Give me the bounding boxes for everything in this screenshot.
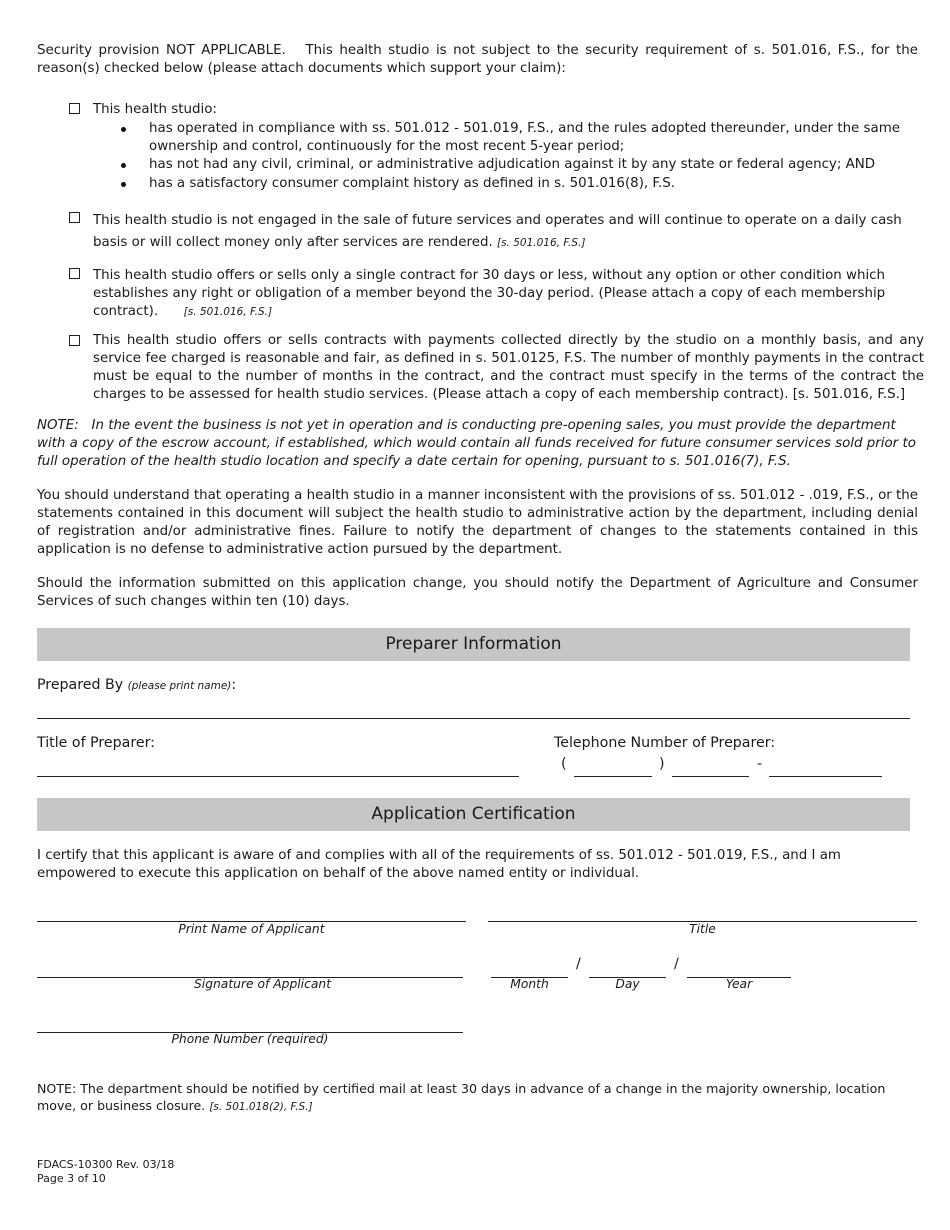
option2-body: This health studio is not engaged in the sale of future services and operates and will continue to operate on a daily cash basis or will collect money only after services are rendered.: [93, 213, 902, 250]
option3-body: This health studio offers or sells only a single contract for 30 days or less, without any option or other condition which establishes any right or obligation of a member beyond the 30-day period. (Please attach a copy of each membership contract).: [93, 268, 886, 319]
notify-change-paragraph: Should the information submitted on this application change, you should notify the Department of Agriculture and Consumer Services of such changes within ten (10) days.: [37, 576, 918, 609]
ownership-change-note: [37, 1080, 917, 1116]
option4-text: This health studio offers or sells contracts with payments collected directly by the studio on a monthly basis, and any service fee charged is reasonable and fair, as defined in s. 501.0125, F.S. The number of monthly payments in the contract must be equal to the number of months in the contract, and the contract must specify in the terms of the contract the charges to be assessed for health studio services. (Please attach a copy of each membership contract). [s. 501.016, F.S.]: [93, 333, 924, 402]
page-number: Page 3 of 10: [37, 1172, 106, 1185]
prepared-by-colon: :: [231, 677, 237, 693]
year-caption: Year: [725, 977, 753, 991]
telephone-label: Telephone Number of Preparer:: [554, 735, 776, 751]
note-label: NOTE:: [37, 418, 79, 433]
checkbox-compliance-history[interactable]: [69, 103, 80, 114]
option1-bullet-3: has a satisfactory consumer complaint history as defined in s. 501.016(8), F.S.: [149, 176, 675, 191]
security-intro: [37, 42, 918, 78]
option2-text: [93, 210, 919, 254]
form-id: FDACS-10300 Rev. 03/18: [37, 1158, 175, 1171]
day-caption: Day: [615, 977, 640, 991]
option3-text: [93, 267, 919, 321]
administrative-action-paragraph: You should understand that operating a health studio in a manner inconsistent with the provisions of ss. 501.012 - .019, F.S., or the statements contained in this document will subject the health studio to administrative action by the department, including denial of registration and/or administrative fines. Failure to notify the department of changes to the statements contained in this application is no defense to administrative action pursued by the department.: [37, 488, 918, 557]
area-code-close-paren: ): [659, 756, 665, 772]
security-lead: Security provision NOT APPLICABLE.: [37, 43, 286, 58]
phone-dash: -: [757, 756, 763, 772]
option1-label: This health studio:: [93, 102, 217, 117]
date-slash-1: /: [576, 956, 581, 972]
ownership-change-cite: [s. 501.018(2), F.S.]: [209, 1101, 313, 1113]
bullet-marker: [121, 182, 126, 187]
date-slash-2: /: [674, 956, 679, 972]
certification-section-header: Application Certification: [37, 798, 910, 831]
print-name-caption: Print Name of Applicant: [178, 922, 325, 936]
phone-prefix-input-line[interactable]: [672, 776, 749, 777]
certification-statement: I certify that this applicant is aware of and complies with all of the requirements of ss. 501.012 - 501.019, F.S., and I am empowered to execute this application on behalf of the above named entity or individual.: [37, 848, 841, 881]
option1-bullet-1: has operated in compliance with ss. 501.012 - 501.019, F.S., and the rules adopted thereunder, under the same ownership and control, continuously for the most recent 5-year period;: [149, 121, 901, 154]
bullet-marker: [121, 127, 126, 132]
prepared-by-text: Prepared By: [37, 677, 124, 693]
checkbox-daily-cash-basis[interactable]: [69, 212, 80, 223]
area-code-open-paren: (: [561, 756, 567, 772]
area-code-input-line[interactable]: [574, 776, 652, 777]
phone-number-caption: Phone Number (required): [171, 1032, 329, 1046]
checkbox-single-contract[interactable]: [69, 268, 80, 279]
preparer-section-header: Preparer Information: [37, 628, 910, 661]
signature-caption: Signature of Applicant: [193, 977, 332, 991]
ownership-change-text: NOTE: The department should be notified by certified mail at least 30 days in advance of a change in the majority ownership, location move, or business closure.: [37, 1081, 886, 1113]
option3-cite: [s. 501.016, F.S.]: [183, 306, 273, 318]
note-text: In the event the business is not yet in operation and is conducting pre-opening sales, you must provide the department with a copy of the escrow account, if established, which would contain all funds received for future consumer services sold prior to full operation of the health studio location and specify a date certain for opening, pursuant to s. 501.016(7), F.S.: [37, 418, 916, 469]
applicant-title-caption: Title: [689, 922, 716, 936]
option2-cite: [s. 501.016, F.S.]: [496, 237, 586, 249]
title-of-preparer-label: Title of Preparer:: [37, 735, 155, 751]
option1-bullet-2: has not had any civil, criminal, or administrative adjudication against it by any state or federal agency; AND: [149, 157, 876, 172]
prepared-by-input-line[interactable]: [37, 718, 910, 719]
phone-line-number-input-line[interactable]: [769, 776, 882, 777]
month-caption: Month: [510, 977, 549, 991]
bullet-marker: [121, 163, 126, 168]
security-text: This health studio is not subject to the security requirement of s. 501.016, F.S., for the reason(s) checked below (please attach documents which support your claim):: [37, 43, 919, 76]
checkbox-monthly-payments[interactable]: [69, 335, 80, 346]
title-of-preparer-input-line[interactable]: [37, 776, 519, 777]
pre-opening-note: [37, 417, 922, 471]
prepared-by-hint: (please print name): [127, 680, 232, 692]
prepared-by-label: [37, 677, 236, 693]
